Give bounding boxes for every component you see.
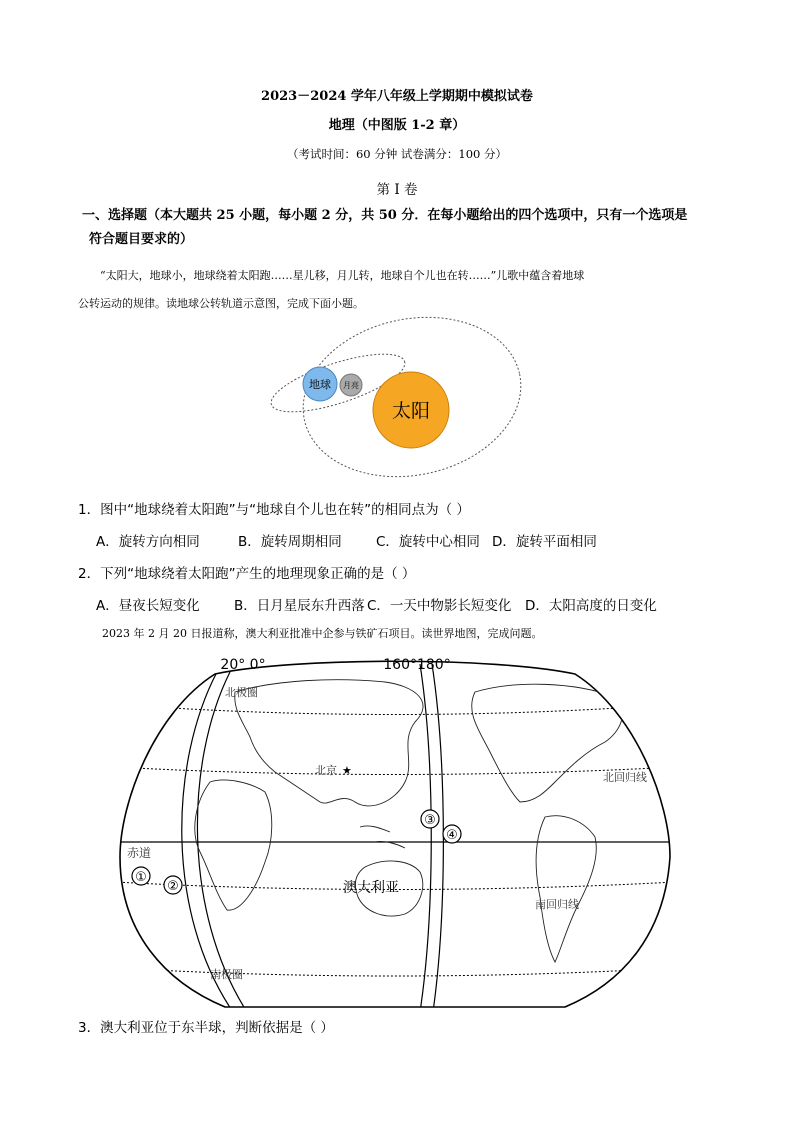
arctic-circle-label: 北极圈 <box>225 686 258 699</box>
question-3-stem: 澳大利亚位于东半球，判断依据是（ ） <box>100 1020 334 1036</box>
exam-subtitle: 地理（中图版 1-2 章） <box>328 118 466 133</box>
exam-title: 2023－2024 学年八年级上学期期中模拟试卷 <box>261 89 533 104</box>
passage-1-line1: “太阳大，地球小，地球绕着太阳跑……星儿移，月儿转，地球自个儿也在转……”儿歌中蕴含着地球 <box>100 269 585 282</box>
volume-label: 第 I 卷 <box>376 182 418 198</box>
marker-2 <box>164 876 182 894</box>
longitude-label-left: 20° 0° <box>220 657 266 673</box>
equator-label: 赤道 <box>127 846 152 860</box>
section-heading <box>82 204 732 252</box>
section-heading-line2: 符合题目要求的） <box>89 232 194 247</box>
marker-1-label: ① <box>135 870 147 885</box>
question-1-option-b[interactable]: B．旋转周期相同 <box>238 534 342 550</box>
question-2-option-b[interactable]: B．日月星辰东升西落 <box>234 598 365 614</box>
question-2-options <box>96 594 657 614</box>
question-1-number: 1． <box>78 502 101 518</box>
passage-1 <box>78 266 738 314</box>
greenland-outline <box>634 679 660 706</box>
marker-4-label: ④ <box>446 828 458 843</box>
question-3-number: 3． <box>78 1020 101 1036</box>
passage-2: 2023 年 2 月 20 日报道称，澳大利亚批准中企参与铁矿石项目。读世界地图，完成问题。 <box>102 627 543 640</box>
orbit-diagram <box>250 315 540 495</box>
question-1-option-c[interactable]: C．旋转中心相同 <box>376 534 480 550</box>
marker-2-label: ② <box>167 879 179 894</box>
passage-1-line2: 公转运动的规律。读地球公转轨道示意图，完成下面小题。 <box>78 297 364 310</box>
beijing-star-icon: ★ <box>342 764 352 777</box>
map-outline <box>120 661 670 1007</box>
question-1-options <box>96 530 597 550</box>
australia-label: 澳大利亚 <box>343 880 399 896</box>
tropic-of-cancer-label: 北回归线 <box>603 771 647 784</box>
tropic-of-capricorn-label: 南回归线 <box>535 898 579 911</box>
question-2-option-c[interactable]: C．一天中物影长短变化 <box>367 598 512 614</box>
question-1-option-d[interactable]: D．旋转平面相同 <box>492 534 597 550</box>
question-3 <box>78 1016 334 1036</box>
question-2-stem: 下列“地球绕着太阳跑”产生的地理现象正确的是（ ） <box>100 566 416 582</box>
antarctic-circle-label: 南极圈 <box>210 968 243 981</box>
moon-label: 月亮 <box>343 381 359 390</box>
question-1 <box>78 498 470 518</box>
question-1-option-a[interactable]: A．旋转方向相同 <box>96 534 200 550</box>
longitude-label-right: 160°180° <box>383 657 451 673</box>
exam-info: （考试时间：60 分钟 试卷满分：100 分） <box>286 147 508 161</box>
marker-4 <box>443 825 461 843</box>
earth-label: 地球 <box>309 378 331 391</box>
question-2-option-d[interactable]: D．太阳高度的日变化 <box>525 598 657 614</box>
section-heading-line1: 一、选择题（本大题共 25 小题，每小题 2 分，共 50 分．在每小题给出的四个选项中，只有一个选项是 <box>82 208 688 223</box>
question-1-stem: 图中“地球绕着太阳跑”与“地球自个儿也在转”的相同点为（ ） <box>100 502 470 518</box>
beijing-label: 北京 <box>315 764 337 777</box>
sun-label: 太阳 <box>391 400 431 422</box>
world-map <box>115 652 675 1014</box>
marker-3 <box>421 810 439 828</box>
marker-1 <box>132 867 150 885</box>
question-2-option-a[interactable]: A．昼夜长短变化 <box>96 598 200 614</box>
question-2 <box>78 562 415 582</box>
question-2-number: 2． <box>78 566 101 582</box>
marker-3-label: ③ <box>424 813 436 828</box>
